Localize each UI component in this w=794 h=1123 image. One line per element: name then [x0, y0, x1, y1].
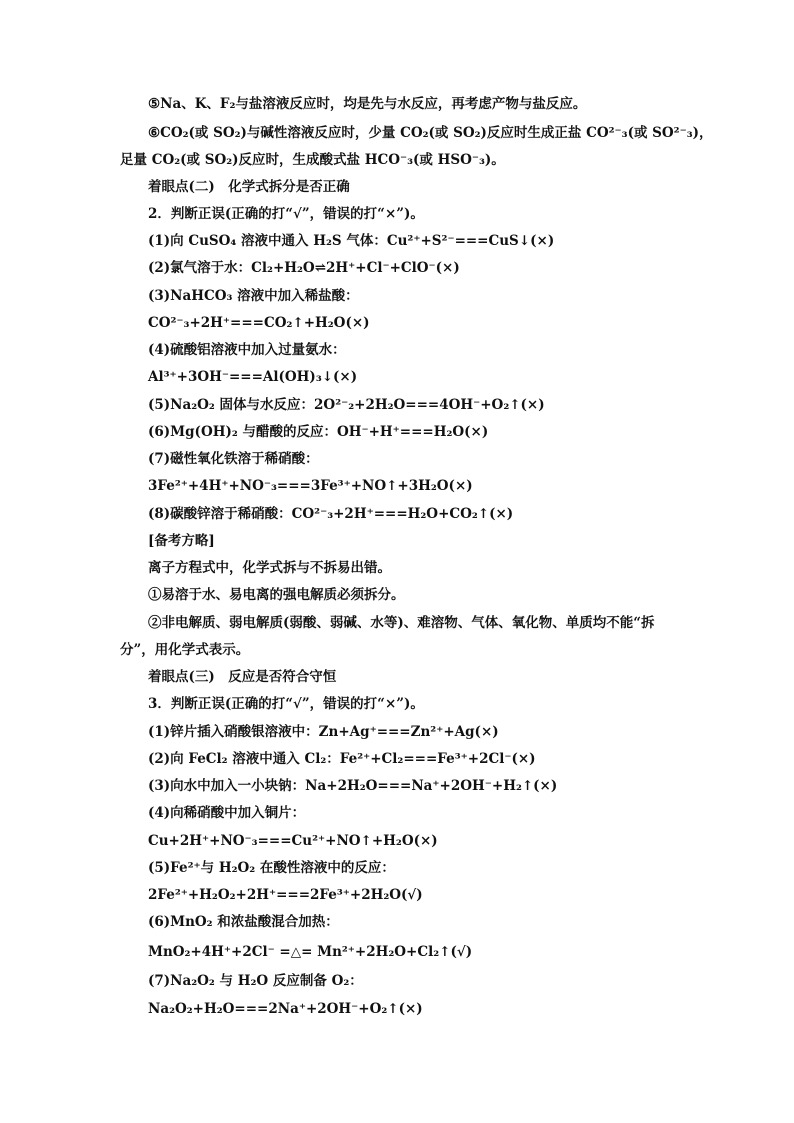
q2-item-3-equation: CO²⁻₃+2H⁺===CO₂↑+H₂O(×) [148, 315, 370, 331]
q3-item-5-equation: 2Fe²⁺+H₂O₂+2H⁺===2Fe³⁺+2H₂O(√) [148, 887, 423, 903]
text-line-2: ⑥CO₂(或 SO₂)与碱性溶液反应时，少量 CO₂(或 SO₂)反应时生成正盐 CO²⁻₃(或 SO²⁻₃)， [148, 125, 713, 141]
q2-item-7: (7)磁性氧化铁溶于稀硝酸： [148, 451, 319, 467]
q2-item-4: (4)硫酸铝溶液中加入过量氨水： [148, 342, 346, 358]
q3-item-6-equation: MnO₂+4H⁺+2Cl⁻ =△= Mn²⁺+2H₂O+Cl₂↑(√) [148, 944, 473, 960]
q2-item-4-equation: Al³⁺+3OH⁻===Al(OH)₃↓(×) [148, 369, 358, 385]
strategy-intro: 离子方程式中，化学式拆与不拆易出错。 [148, 560, 391, 576]
q3-item-4-equation: Cu+2H⁺+NO⁻₃===Cu²⁺+NO↑+H₂O(×) [148, 833, 438, 849]
q3-item-7-equation: Na₂O₂+H₂O===2Na⁺+2OH⁻+O₂↑(×) [148, 1001, 423, 1017]
q2-item-6: (6)Mg(OH)₂ 与醋酸的反应：OH⁻+H⁺===H₂O(×) [148, 424, 489, 440]
section-heading-3: 着眼点(三) 反应是否符合守恒 [148, 669, 337, 685]
q3-item-6: (6)MnO₂ 和浓盐酸混合加热： [148, 914, 339, 930]
q2-item-5: (5)Na₂O₂ 固体与水反应：2O²⁻₂+2H₂O===4OH⁻+O₂↑(×) [148, 397, 545, 413]
section-heading-2: 着眼点(二) 化学式拆分是否正确 [148, 179, 350, 195]
text-line-1: ⑤Na、K、F₂与盐溶液反应时，均是先与水反应，再考虑产物与盐反应。 [148, 96, 587, 112]
q2-item-3: (3)NaHCO₃ 溶液中加入稀盐酸： [148, 288, 359, 304]
q2-item-8: (8)碳酸锌溶于稀硝酸：CO²⁻₃+2H⁺===H₂O+CO₂↑(×) [148, 506, 514, 522]
q3-item-3: (3)向水中加入一小块钠：Na+2H₂O===Na⁺+2OH⁻+H₂↑(×) [148, 778, 558, 794]
q3-item-2: (2)向 FeCl₂ 溶液中通入 Cl₂：Fe²⁺+Cl₂===Fe³⁺+2Cl⁻(×) [148, 751, 536, 767]
q3-item-4: (4)向稀硝酸中加入铜片： [148, 805, 306, 821]
strategy-point-2: ②非电解质、弱电解质(弱酸、弱碱、水等)、难溶物、气体、氧化物、单质均不能“拆 [148, 615, 655, 631]
q2-item-7-equation: 3Fe²⁺+4H⁺+NO⁻₃===3Fe³⁺+NO↑+3H₂O(×) [148, 478, 473, 494]
question-2-title: 2．判断正误(正确的打“√”，错误的打“×”)。 [148, 206, 424, 222]
question-3-title: 3．判断正误(正确的打“√”，错误的打“×”)。 [148, 696, 424, 712]
strategy-point-1: ①易溶于水、易电离的强电解质必须拆分。 [148, 587, 405, 603]
q2-item-2: (2)氯气溶于水：Cl₂+H₂O⇌2H⁺+Cl⁻+ClO⁻(×) [148, 260, 460, 276]
q2-item-1: (1)向 CuSO₄ 溶液中通入 H₂S 气体：Cu²⁺+S²⁻===CuS↓(×) [148, 233, 555, 249]
q3-item-5: (5)Fe²⁺与 H₂O₂ 在酸性溶液中的反应： [148, 860, 395, 876]
text-line-3: 足量 CO₂(或 SO₂)反应时，生成酸式盐 HCO⁻₃(或 HSO⁻₃)。 [120, 152, 505, 168]
strategy-point-2-cont: 分”，用化学式表示。 [120, 642, 250, 658]
strategy-heading: [备考方略] [148, 533, 215, 549]
q3-item-1: (1)锌片插入硝酸银溶液中：Zn+Ag⁺===Zn²⁺+Ag(×) [148, 724, 499, 740]
q3-item-7: (7)Na₂O₂ 与 H₂O 反应制备 O₂： [148, 973, 363, 989]
